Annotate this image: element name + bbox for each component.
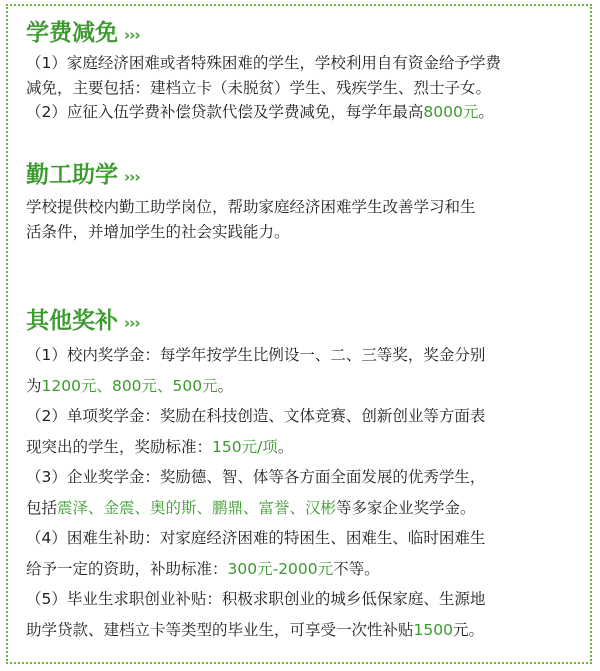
section-title (26, 18, 584, 48)
chevrons-icon: ››› (124, 26, 140, 44)
text-line: （4）困难生补助：对家庭经济困难的特困生、困难生、临时困难生 (26, 529, 486, 547)
text-line: 助学贷款、建档立卡等类型的毕业生，可享受一次性补贴1500元。 (26, 620, 484, 639)
highlight-amount: 8000元 (423, 103, 479, 121)
chevrons-icon: ››› (124, 314, 140, 332)
section-title-text: 勤工助学 (26, 162, 118, 188)
section-title-text: 学费减免 (26, 20, 118, 46)
highlight-amount: 1200元、800元、500元 (41, 376, 218, 395)
highlight-companies: 震泽、金震、奥的斯、鹏鼎、富誉、汉彬 (57, 498, 337, 517)
text-line: 给予一定的资助，补助标准：300元-2000元不等。 (26, 559, 380, 578)
text-line: （1）家庭经济困难或者特殊困难的学生，学校利用自有资金给予学费 (26, 54, 501, 72)
section-work-study (26, 160, 584, 244)
highlight-amount: 1500 (413, 620, 453, 639)
chevrons-icon: ››› (124, 168, 140, 186)
section-tuition-reduction (26, 18, 584, 125)
text-line: 包括震泽、金震、奥的斯、鹏鼎、富誉、汉彬等多家企业奖学金。 (26, 498, 476, 517)
text-line: （2）单项奖学金：奖励在科技创造、文体竞赛、创新创业等方面表 (26, 407, 486, 425)
text-line: （1）校内奖学金：每学年按学生比例设一、二、三等奖，奖金分别 (26, 346, 486, 364)
text-line: 现突出的学生，奖励标准：150元/项。 (26, 437, 294, 456)
text-line: 活条件，并增加学生的社会实践能力。 (26, 222, 290, 241)
section-other-awards (26, 306, 584, 642)
text-line: （5）毕业生求职创业补贴：积极求职创业的城乡低保家庭、生源地 (26, 590, 486, 608)
text-line: （2）应征入伍学费补偿贷款代偿及学费减免，每学年最高8000元。 (26, 103, 494, 121)
section-title-text: 其他奖补 (26, 308, 118, 334)
text-line: （3）企业奖学金：奖励德、智、体等各方面全面发展的优秀学生， (26, 468, 486, 486)
text-line: 减免，主要包括：建档立卡（未脱贫）学生、残疾学生、烈士子女。 (26, 78, 492, 97)
section-title (26, 160, 584, 190)
highlight-amount: 300元-2000元 (227, 559, 334, 578)
highlight-amount: 150元/项 (212, 437, 278, 456)
text-line: 学校提供校内勤工助学岗位，帮助家庭经济困难学生改善学习和生 (26, 198, 476, 216)
text-line: 为1200元、800元、500元。 (26, 376, 234, 395)
section-title (26, 306, 584, 336)
